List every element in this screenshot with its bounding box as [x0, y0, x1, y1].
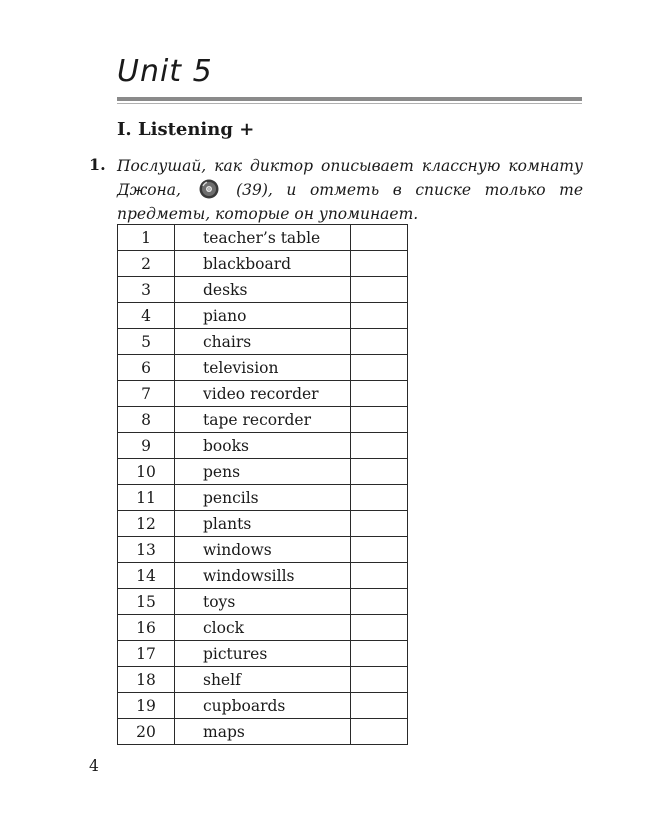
item-word: toys: [175, 589, 351, 615]
check-cell[interactable]: [351, 329, 408, 355]
item-number: 9: [118, 433, 175, 459]
title-rule: [117, 97, 582, 101]
item-number: 20: [118, 719, 175, 745]
check-cell[interactable]: [351, 693, 408, 719]
table-row: [118, 719, 408, 745]
item-number: 1: [118, 225, 175, 251]
check-cell[interactable]: [351, 355, 408, 381]
item-word: shelf: [175, 667, 351, 693]
item-number: 11: [118, 485, 175, 511]
item-number: 16: [118, 615, 175, 641]
item-number: 4: [118, 303, 175, 329]
check-cell[interactable]: [351, 225, 408, 251]
check-cell[interactable]: [351, 563, 408, 589]
check-cell[interactable]: [351, 433, 408, 459]
check-cell[interactable]: [351, 719, 408, 745]
item-number: 5: [118, 329, 175, 355]
table-row: [118, 407, 408, 433]
item-word: tape recorder: [175, 407, 351, 433]
item-word: books: [175, 433, 351, 459]
table-row: [118, 225, 408, 251]
table-row: [118, 459, 408, 485]
item-number: 19: [118, 693, 175, 719]
title-rule-thin: [117, 103, 582, 104]
exercise-number: 1.: [89, 155, 106, 174]
exercise-instruction: [117, 154, 583, 226]
item-word: pictures: [175, 641, 351, 667]
item-word: piano: [175, 303, 351, 329]
track-number: (39),: [236, 181, 273, 199]
item-word: windows: [175, 537, 351, 563]
table-row: [118, 693, 408, 719]
item-number: 8: [118, 407, 175, 433]
item-word: cupboards: [175, 693, 351, 719]
check-cell[interactable]: [351, 511, 408, 537]
table-row: [118, 303, 408, 329]
item-number: 10: [118, 459, 175, 485]
item-number: 15: [118, 589, 175, 615]
page-number: 4: [89, 757, 99, 775]
item-word: teacher’s table: [175, 225, 351, 251]
item-word: plants: [175, 511, 351, 537]
item-word: video recorder: [175, 381, 351, 407]
table-row: [118, 537, 408, 563]
item-word: blackboard: [175, 251, 351, 277]
table-row: [118, 511, 408, 537]
item-number: 6: [118, 355, 175, 381]
check-cell[interactable]: [351, 537, 408, 563]
table-row: [118, 381, 408, 407]
check-cell[interactable]: [351, 485, 408, 511]
check-cell[interactable]: [351, 381, 408, 407]
table-row: [118, 485, 408, 511]
item-number: 13: [118, 537, 175, 563]
item-word: desks: [175, 277, 351, 303]
item-word: chairs: [175, 329, 351, 355]
check-cell[interactable]: [351, 615, 408, 641]
section-heading: I. Listening +: [117, 119, 255, 140]
table-row: [118, 355, 408, 381]
item-number: 17: [118, 641, 175, 667]
check-cell[interactable]: [351, 251, 408, 277]
item-number: 12: [118, 511, 175, 537]
check-cell[interactable]: [351, 277, 408, 303]
table-row: [118, 641, 408, 667]
item-number: 2: [118, 251, 175, 277]
instruction-text-part1: Послушай, как диктор описывает классную комнату Джона,: [117, 157, 583, 199]
item-word: television: [175, 355, 351, 381]
item-word: pens: [175, 459, 351, 485]
item-number: 14: [118, 563, 175, 589]
table-row: [118, 277, 408, 303]
table-row: [118, 329, 408, 355]
check-cell[interactable]: [351, 589, 408, 615]
item-word: pencils: [175, 485, 351, 511]
table-row: [118, 433, 408, 459]
item-word: clock: [175, 615, 351, 641]
item-word: maps: [175, 719, 351, 745]
check-cell[interactable]: [351, 667, 408, 693]
item-number: 3: [118, 277, 175, 303]
instruction-text-part2: и отметь в списке только те предметы, которые он упоминает.: [117, 181, 583, 223]
unit-title: Unit 5: [117, 54, 213, 89]
table-row: [118, 667, 408, 693]
check-cell[interactable]: [351, 407, 408, 433]
vocabulary-table: [117, 224, 408, 745]
table-row: [118, 251, 408, 277]
table-row: [118, 589, 408, 615]
cd-audio-icon: [199, 179, 219, 199]
item-number: 7: [118, 381, 175, 407]
table-row: [118, 563, 408, 589]
table-row: [118, 615, 408, 641]
item-number: 18: [118, 667, 175, 693]
check-cell[interactable]: [351, 641, 408, 667]
check-cell[interactable]: [351, 303, 408, 329]
item-word: windowsills: [175, 563, 351, 589]
check-cell[interactable]: [351, 459, 408, 485]
